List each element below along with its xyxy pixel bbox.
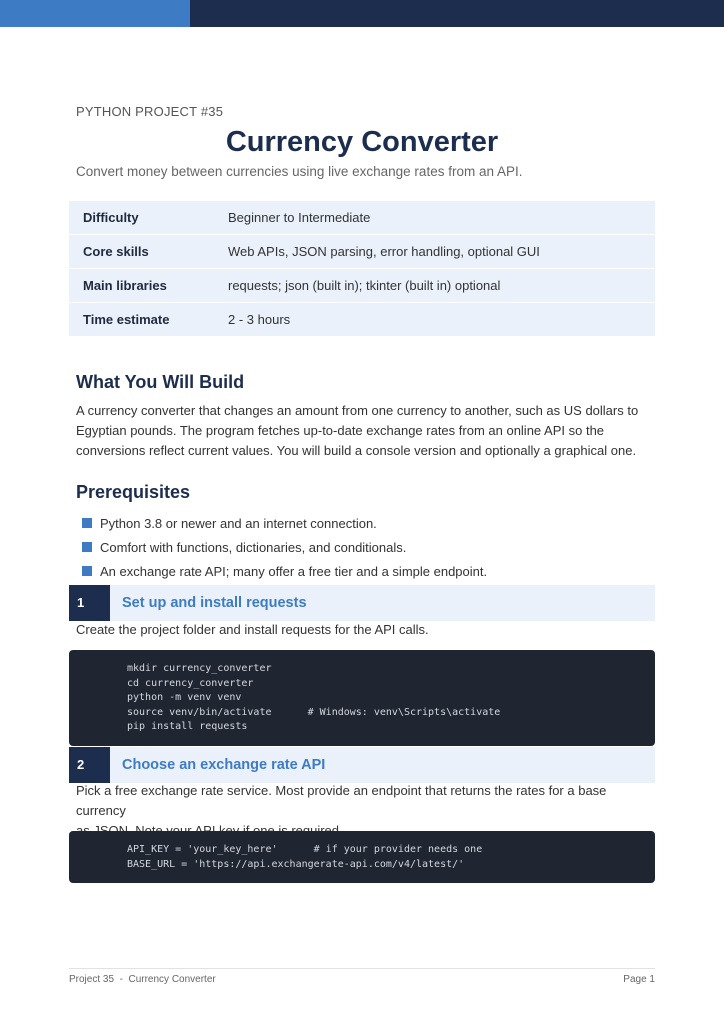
step-header bbox=[69, 585, 655, 621]
prerequisites-list bbox=[82, 511, 487, 583]
section-heading-prereq: Prerequisites bbox=[76, 482, 191, 502]
step-number: 2 bbox=[69, 747, 110, 783]
project-info-table bbox=[69, 201, 655, 336]
code-line: python -m venv venv bbox=[127, 692, 242, 703]
info-value: requests; json (built in); tkinter (built in) optional bbox=[228, 269, 655, 303]
build-paragraph bbox=[76, 401, 656, 461]
page-title: Currency Converter bbox=[225, 126, 499, 158]
square-bullet-icon bbox=[82, 542, 92, 552]
code-line: API_KEY = 'your_key_here' # if your provider needs one bbox=[127, 844, 483, 855]
list-item bbox=[82, 535, 487, 559]
code-line: cd currency_converter bbox=[127, 677, 254, 689]
paragraph-line: A currency converter that changes an amount from one currency to another, such as US dollars to bbox=[76, 403, 639, 418]
paragraph-line: Pick a free exchange rate service. Most provide an endpoint that returns the rates for a base currency bbox=[76, 783, 607, 818]
step-header bbox=[69, 747, 655, 783]
step-number: 1 bbox=[69, 585, 110, 621]
info-value: 2 - 3 hours bbox=[228, 312, 291, 327]
step-description bbox=[76, 620, 656, 640]
table-row bbox=[69, 269, 655, 303]
info-value: Beginner to Intermediate bbox=[228, 201, 655, 235]
top-banner-accent bbox=[0, 0, 190, 27]
list-item-text: Comfort with functions, dictionaries, and conditionals. bbox=[100, 539, 407, 555]
step-title: Set up and install requests bbox=[122, 595, 307, 611]
info-key: Main libraries bbox=[69, 269, 228, 303]
footer-page-number: Page 1 bbox=[623, 974, 655, 985]
paragraph-line: Create the project folder and install requests for the API calls. bbox=[76, 622, 429, 637]
list-item-text: An exchange rate API; many offer a free tier and a simple endpoint. bbox=[100, 563, 488, 579]
project-eyebrow: PYTHON PROJECT #35 bbox=[76, 104, 224, 119]
list-item bbox=[82, 511, 487, 535]
footer-project-label: Project 35 - Currency Converter bbox=[69, 974, 216, 985]
square-bullet-icon bbox=[82, 566, 92, 576]
table-row bbox=[69, 235, 655, 269]
code-line: mkdir currency_converter bbox=[127, 663, 272, 674]
page-subtitle: Convert money between currencies using live exchange rates from an API. bbox=[76, 164, 523, 179]
list-item-text: Python 3.8 or newer and an internet connection. bbox=[100, 515, 377, 531]
footer-divider bbox=[69, 968, 655, 969]
code-line: pip install requests bbox=[127, 721, 248, 732]
paragraph-line: Egyptian pounds. The program fetches up-to-date exchange rates from an online API so the bbox=[76, 423, 605, 438]
code-line: source venv/bin/activate # Windows: venv\Scripts\activate bbox=[127, 706, 501, 718]
info-value: Web APIs, JSON parsing, error handling, optional GUI bbox=[228, 235, 655, 269]
info-key: Core skills bbox=[69, 235, 228, 269]
top-banner bbox=[0, 0, 724, 27]
code-block bbox=[69, 650, 655, 746]
code-line: BASE_URL = 'https://api.exchangerate-api.com/v4/latest/' bbox=[127, 858, 465, 870]
list-item bbox=[82, 559, 487, 583]
code-block bbox=[69, 831, 655, 883]
table-row bbox=[69, 303, 655, 337]
paragraph-line: conversions reflect current values. You will build a console version and optionally a graphical one. bbox=[76, 443, 637, 458]
step-title: Choose an exchange rate API bbox=[122, 757, 326, 773]
section-heading-build: What You Will Build bbox=[76, 372, 245, 392]
info-key: Difficulty bbox=[69, 201, 228, 235]
info-key: Time estimate bbox=[83, 312, 170, 327]
table-row bbox=[69, 201, 655, 235]
square-bullet-icon bbox=[82, 518, 92, 528]
